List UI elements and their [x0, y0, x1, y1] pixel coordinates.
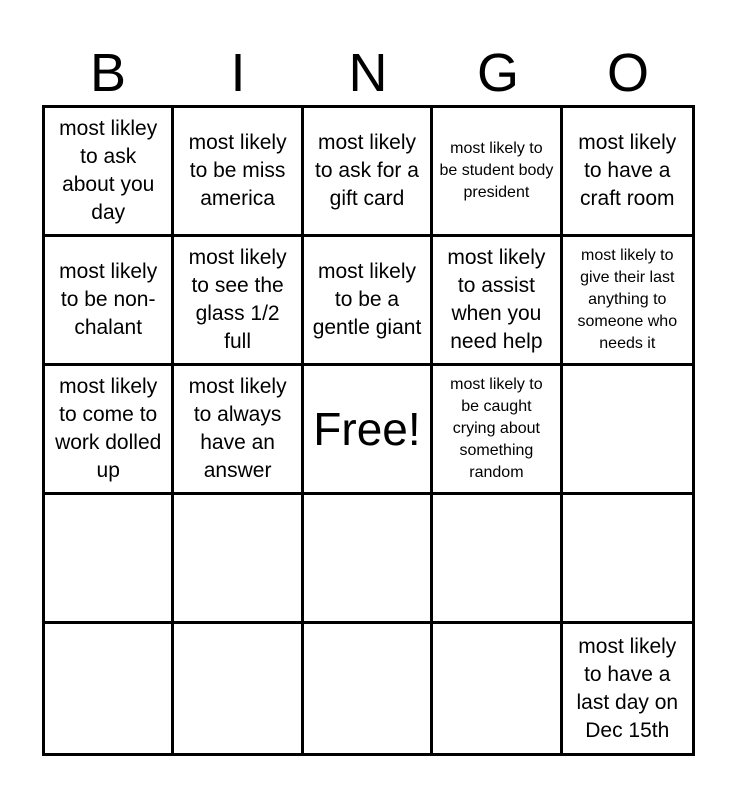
bingo-cell-r5c3 — [304, 624, 433, 753]
bingo-cell-r1c1: most likley to ask about you day — [45, 108, 174, 237]
bingo-cell-r1c5: most likely to have a craft room — [563, 108, 692, 237]
header-letter-b: B — [89, 43, 127, 103]
bingo-cell-r1c3: most likely to ask for a gift card — [304, 108, 433, 237]
bingo-cell-r5c4 — [433, 624, 562, 753]
bingo-cell-r1c4: most likely to be student body president — [433, 108, 562, 237]
bingo-cell-r2c5: most likely to give their last anything to someone who needs it — [563, 237, 692, 366]
bingo-cell-r3c2: most likely to always have an answer — [174, 366, 303, 495]
bingo-cell-r2c1: most likely to be non-chalant — [45, 237, 174, 366]
bingo-cell-r5c2 — [174, 624, 303, 753]
header-letter-n: N — [348, 43, 388, 103]
bingo-cell-r2c3: most likely to be a gentle giant — [304, 237, 433, 366]
bingo-cell-r5c5: most likely to have a last day on Dec 15th — [576, 634, 679, 742]
bingo-cell-r4c2 — [174, 495, 303, 624]
bingo-cell-r4c5 — [563, 495, 692, 624]
bingo-header — [43, 40, 694, 106]
bingo-cell-r3c4: most likely to be caught crying about something random — [433, 366, 562, 495]
header-letter-i: I — [230, 43, 246, 103]
bingo-cell-r4c3 — [304, 495, 433, 624]
bingo-cell-r4c1 — [45, 495, 174, 624]
bingo-cell-r2c2: most likely to see the glass 1/2 full — [174, 237, 303, 366]
bingo-cell-r3c1: most likely to come to work dolled up — [45, 366, 174, 495]
bingo-cell-r5c1 — [45, 624, 174, 753]
bingo-cell-r3c5 — [563, 366, 692, 495]
header-letter-o: O — [606, 43, 649, 103]
bingo-board — [42, 105, 695, 756]
bingo-cell-r2c4: most likely to assist when you need help — [433, 237, 562, 366]
bingo-cell-r1c2: most likely to be miss america — [174, 108, 303, 237]
free-space-cell: Free! — [304, 366, 433, 495]
bingo-cell-r4c4 — [433, 495, 562, 624]
header-letter-g: G — [476, 43, 519, 103]
